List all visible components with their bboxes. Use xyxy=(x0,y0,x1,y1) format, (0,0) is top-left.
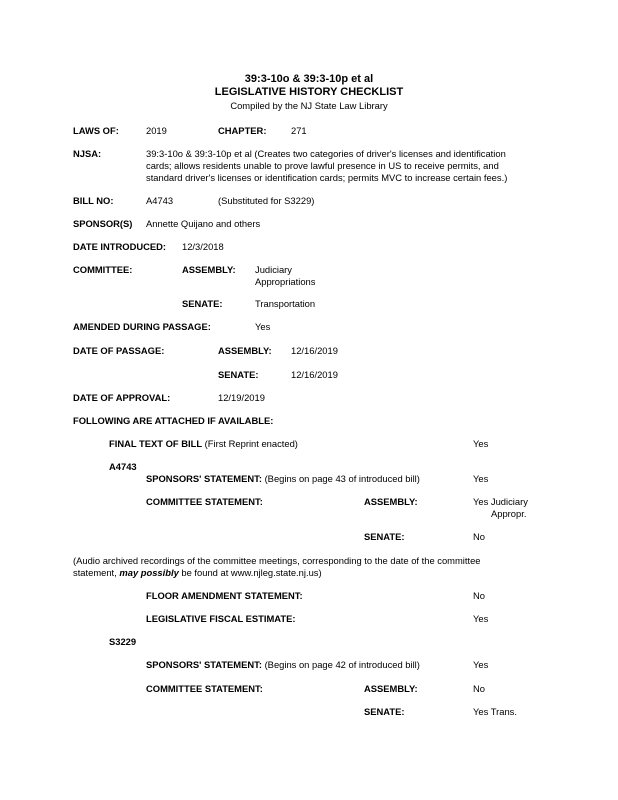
passage-label: DATE OF PASSAGE: xyxy=(73,345,165,356)
fiscal-estimate-label: LEGISLATIVE FISCAL ESTIMATE: xyxy=(146,613,296,624)
audio-note-post: be found at www.njleg.state.nj.us) xyxy=(178,567,322,578)
a4743-sponsors-label: SPONSORS' STATEMENT: xyxy=(146,473,262,484)
compiled-by: Compiled by the NJ State Law Library xyxy=(230,100,388,111)
a4743-sponsors-note: (Begins on page 43 of introduced bill) xyxy=(264,473,420,484)
sponsors-value: Annette Quijano and others xyxy=(146,218,261,229)
audio-note-line-1: (Audio archived recordings of the committee meetings, corresponding to the date of the committee xyxy=(73,555,481,566)
chapter-label: CHAPTER: xyxy=(218,125,267,136)
a4743-committee-label: COMMITTEE STATEMENT: xyxy=(146,496,263,507)
s3229-sponsors-note: (Begins on page 42 of introduced bill) xyxy=(264,659,420,670)
a4743-assembly-value-2: Appropr. xyxy=(491,508,527,519)
amended-label: AMENDED DURING PASSAGE: xyxy=(73,321,211,332)
document-title: 39:3-10o & 39:3-10p et al xyxy=(244,73,374,85)
a4743-senate-value: No xyxy=(473,531,485,542)
s3229-senate-label: SENATE: xyxy=(364,706,405,717)
passage-assembly-value: 12/16/2019 xyxy=(291,345,338,356)
approval-value: 12/19/2019 xyxy=(218,392,265,403)
laws-of-value: 2019 xyxy=(146,125,167,136)
floor-amendment-label: FLOOR AMENDMENT STATEMENT: xyxy=(146,590,303,601)
committee-label: COMMITTEE: xyxy=(73,264,133,275)
final-text-note: (First Reprint enacted) xyxy=(204,438,298,449)
s3229-label: S3229 xyxy=(109,636,137,647)
s3229-assembly-value: No xyxy=(473,683,485,694)
final-text-label: FINAL TEXT OF BILL xyxy=(109,438,203,449)
committee-senate-label: SENATE: xyxy=(182,298,223,309)
approval-label: DATE OF APPROVAL: xyxy=(73,392,171,403)
a4743-sponsors-value: Yes xyxy=(473,473,489,484)
s3229-assembly-label: ASSEMBLY: xyxy=(364,683,418,694)
a4743-assembly-value: Yes Judiciary xyxy=(473,496,528,507)
passage-assembly-label: ASSEMBLY: xyxy=(218,345,272,356)
committee-assembly-value: Appropriations xyxy=(255,276,316,287)
a4743-senate-label: SENATE: xyxy=(364,531,405,542)
njsa-line: standard driver's licenses or identification cards; permits MVC to increase certain fees.) xyxy=(146,172,508,183)
njsa-label: NJSA: xyxy=(73,148,102,159)
chapter-value: 271 xyxy=(291,125,307,136)
attached-heading: FOLLOWING ARE ATTACHED IF AVAILABLE: xyxy=(73,415,274,426)
s3229-sponsors-row xyxy=(146,659,420,671)
laws-of-label: LAWS OF: xyxy=(73,125,119,136)
committee-assembly-label: ASSEMBLY: xyxy=(182,264,236,275)
s3229-sponsors-label: SPONSORS' STATEMENT: xyxy=(146,659,262,670)
date-introduced-label: DATE INTRODUCED: xyxy=(73,241,167,252)
audio-note-emphasis: may possibly xyxy=(119,567,179,578)
sponsors-label: SPONSOR(S) xyxy=(73,218,133,229)
s3229-senate-value: Yes Trans. xyxy=(473,706,517,717)
s3229-sponsors-value: Yes xyxy=(473,659,489,670)
fiscal-estimate-value: Yes xyxy=(473,613,489,624)
s3229-committee-label: COMMITTEE STATEMENT: xyxy=(146,683,263,694)
bill-no-note: (Substituted for S3229) xyxy=(218,195,315,206)
njsa-line: cards; allows residents unable to prove lawful presence in US to receive permits, and xyxy=(146,160,499,171)
date-introduced-value: 12/3/2018 xyxy=(182,241,224,252)
final-text-value: Yes xyxy=(473,438,489,449)
bill-no-label: BILL NO: xyxy=(73,195,114,206)
njsa-line: 39:3-10o & 39:3-10p et al (Creates two categories of driver's licenses and identification xyxy=(146,148,506,159)
a4743-sponsors-row xyxy=(146,473,420,485)
audio-note-line-2 xyxy=(73,567,322,579)
audio-note-pre: statement, xyxy=(73,567,120,578)
floor-amendment-value: No xyxy=(473,590,485,601)
committee-senate-value: Transportation xyxy=(255,298,316,309)
committee-assembly-value: Judiciary xyxy=(255,264,292,275)
passage-senate-value: 12/16/2019 xyxy=(291,369,338,380)
a4743-label: A4743 xyxy=(109,461,137,472)
final-text-row xyxy=(109,438,298,450)
document-subtitle: LEGISLATIVE HISTORY CHECKLIST xyxy=(214,86,404,98)
passage-senate-label: SENATE: xyxy=(218,369,259,380)
amended-value: Yes xyxy=(255,321,271,332)
a4743-assembly-label: ASSEMBLY: xyxy=(364,496,418,507)
bill-no-value: A4743 xyxy=(146,195,174,206)
